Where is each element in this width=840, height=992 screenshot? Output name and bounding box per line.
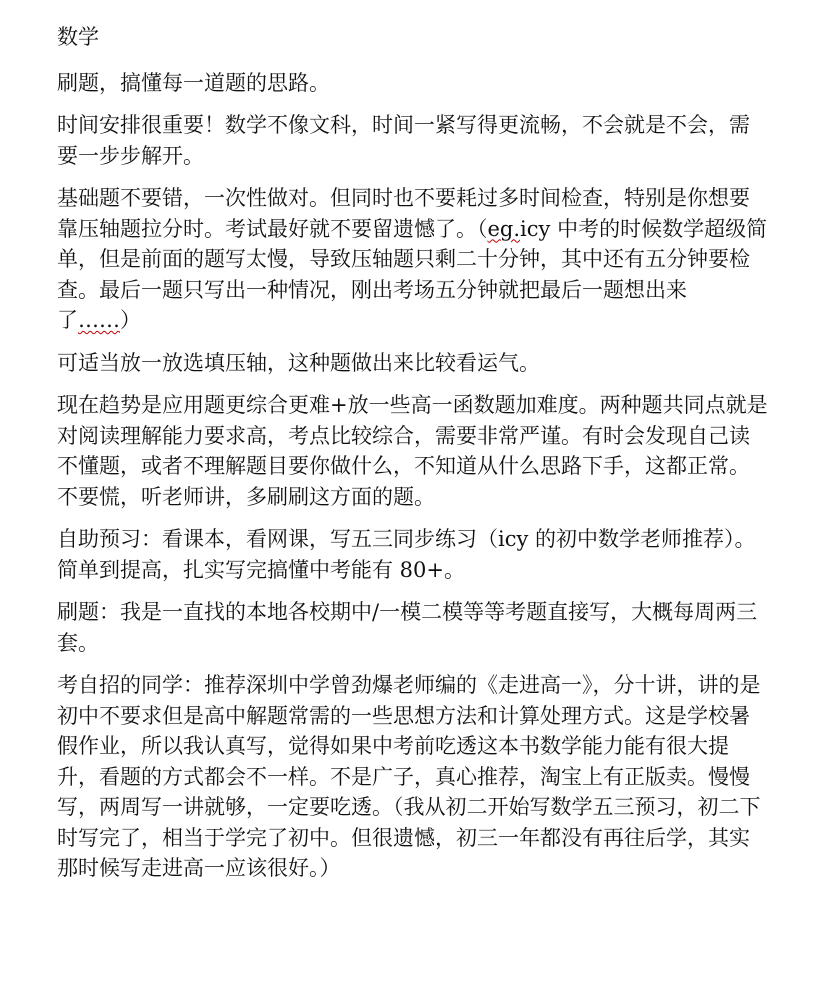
- paragraph-entrance-exam: 考自招的同学：推荐深圳中学曾劲爆老师编的《走进高一》，分十讲，讲的是初中不要求但是高中解题常需的一些思想方法和计算处理方式。这是学校暑假作业，所以我认真写，觉得如果中考前吃透这本书数学能力能有很大提升，看题的方式都会不一样。不是广子，真心推荐，淘宝上有正版卖。慢慢写，两周写一讲就够，一定要吃透。（我从初二开始写数学五三预习，初二下时写完了，相当于学完了初中。但很遗憾，初三一年都没有再往后学，其实那时候写走进高一应该很好。）: [57, 673, 761, 880]
- paragraph-time-management: 时间安排很重要！数学不像文科，时间一紧写得更流畅，不会就是不会，需要一步步解开。: [57, 113, 750, 168]
- spellcheck-word-eg: eg.: [487, 216, 521, 241]
- paragraph-practice: 刷题，搞懂每一道题的思路。: [57, 70, 330, 95]
- paragraph-basic-questions-close: ）: [120, 308, 141, 332]
- paragraph-basic-questions-text: 基础题不要错，一次性做对。但同时也不要耗过多时间检查，特别是你想要靠压轴题拉分时。考试最好就不要留遗憾了。（: [57, 186, 750, 241]
- paragraph-hard-fill-questions: 可适当放一放选填压轴，这种题做出来比较看运气。: [57, 350, 540, 375]
- document-title: 数学: [57, 25, 99, 49]
- paragraph-exam-practice: 刷题：我是一直找的本地各校期中/一模二模等等考题直接写，大概每周两三套。: [57, 600, 758, 655]
- spellcheck-ellipsis: ……: [78, 308, 120, 332]
- document-body: [57, 22, 769, 896]
- paragraph-self-study: 自助预习：看课本，看网课，写五三同步练习（icy 的初中数学老师推荐）。简单到提高，扎实写完搞懂中考能有 80+。: [57, 527, 756, 582]
- paragraph-basic-questions-example: icy 中考的时候数学超级简单，但是前面的题写太慢，导致压轴题只剩二十分钟，其中还有五分钟要检查。最后一题只写出一种情况，刚出考场五分钟就把最后一题想出来了: [57, 216, 768, 332]
- paragraph-trends: 现在趋势是应用题更综合更难+放一些高一函数题加难度。两种题共同点就是对阅读理解能力要求高，考点比较综合，需要非常严谨。有时会发现自己读不懂题，或者不理解题目要你做什么，不知道从什么思路下手，这都正常。不要慌，听老师讲，多刷刷这方面的题。: [57, 393, 768, 509]
- paragraph-basic-questions: [57, 183, 769, 336]
